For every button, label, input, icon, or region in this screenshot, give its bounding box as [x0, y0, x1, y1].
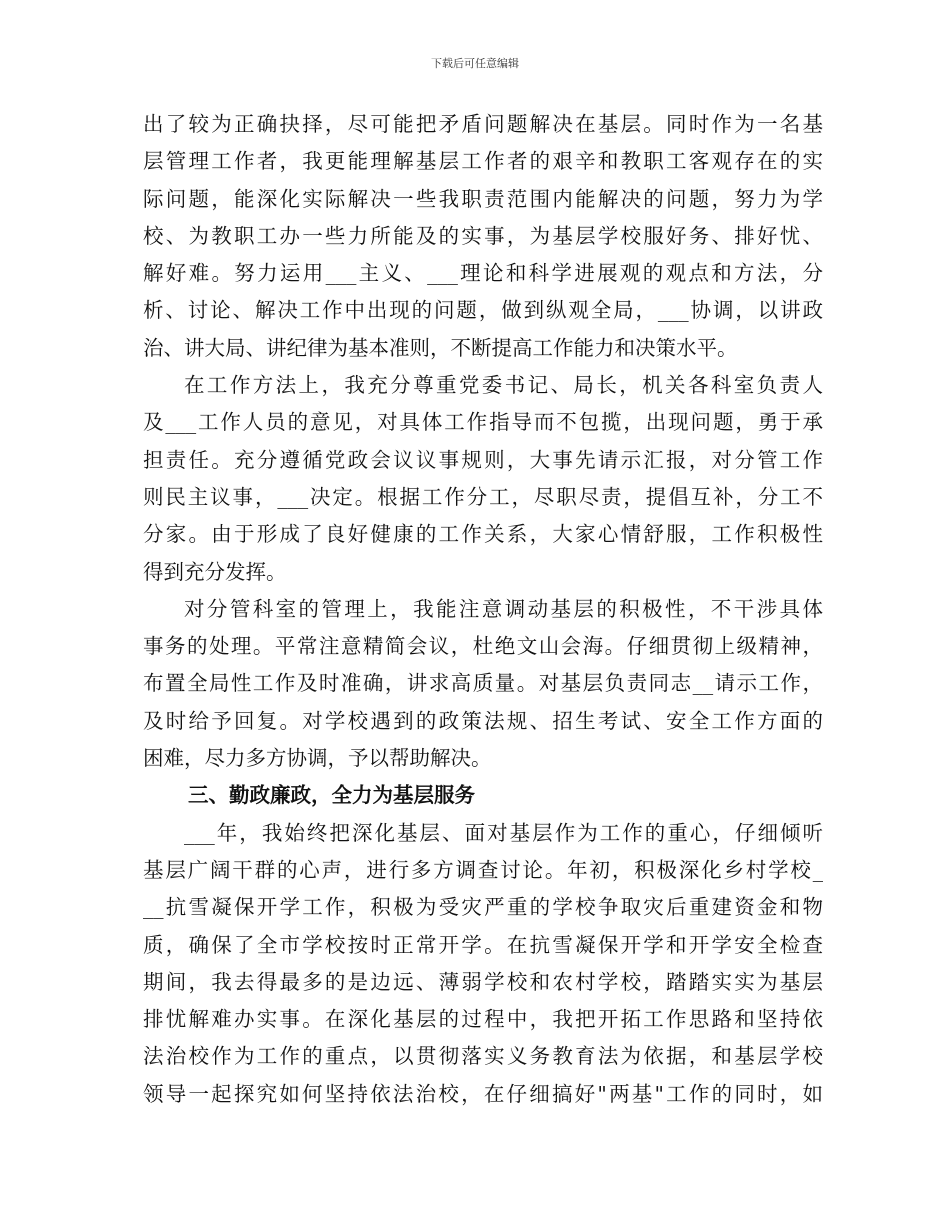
text-line: 层管理工作者，我更能理解基层工作者的艰辛和教职工客观存在的实 [143, 149, 823, 174]
text-line: 布置全局性工作及时准确，讲求高质量。对基层负责同志__请示工作， [143, 671, 823, 696]
text-line: 出了较为正确抉择，尽可能把矛盾问题解决在基层。同时作为一名基 [143, 112, 823, 136]
paragraph-first-line: ___年，我始终把深化基层、面对基层作为工作的重心，仔细倾听 [184, 820, 823, 845]
text-line: 解好难。努力运用___主义、___理论和科学进展观的观点和方法，分 [143, 261, 823, 286]
text-line: 期间，我去得最多的是边远、薄弱学校和农村学校，踏踏实实为基层 [143, 969, 823, 994]
text-line: 质，确保了全市学校按时正常开学。在抗雪凝保开学和开学安全检查 [143, 932, 823, 957]
text-line: 则民主议事，___决定。根据工作分工，尽职尽责，提倡互补，分工不 [143, 484, 823, 509]
text-line: 析、讨论、解决工作中出现的问题，做到纵观全局，___协调，以讲政 [143, 298, 823, 323]
text-line: 事务的处理。平常注意精简会议，杜绝文山会海。仔细贯彻上级精神， [143, 634, 823, 659]
document-body [143, 106, 823, 1113]
text-line: 及___工作人员的意见，对具体工作指导而不包揽，出现问题，勇于承 [143, 410, 823, 435]
paragraph-last-line: 困难，尽力多方协调，予以帮助解决。 [143, 746, 492, 771]
text-line: 领导一起探究如何坚持依法治校，在仔细搞好"两基"工作的同时，如 [143, 1081, 823, 1106]
text-line: 基层广阔干群的心声，进行多方调查讨论。年初，积极深化乡村学校_ [143, 857, 823, 882]
text-line: 分家。由于形成了良好健康的工作关系，大家心情舒服，工作积极性 [143, 522, 823, 547]
text-line: __抗雪凝保开学工作，积极为受灾严重的学校争取灾后重建资金和物 [143, 895, 823, 920]
text-line: 法治校作为工作的重点，以贯彻落实义务教育法为依据，和基层学校 [143, 1044, 823, 1069]
paragraph-last-line: 得到充分发挥。 [143, 559, 287, 584]
paragraph-first-line: 在工作方法上，我充分尊重党委书记、局长，机关各科室负责人 [184, 373, 823, 398]
page-header-note: 下载后可任意编辑 [431, 57, 519, 70]
paragraph-last-line: 治、讲大局、讲纪律为基本准则，不断提高工作能力和决策水平。 [143, 335, 738, 360]
paragraph-first-line: 对分管科室的管理上，我能注意调动基层的积极性，不干涉具体 [184, 596, 823, 621]
text-line: 担责任。充分遵循党政会议议事规则，大事先请示汇报，对分管工作 [143, 447, 823, 472]
text-line: 排忧解难办实事。在深化基层的过程中，我把开拓工作思路和坚持依 [143, 1007, 823, 1032]
text-line: 及时给予回复。对学校遇到的政策法规、招生考试、安全工作方面的 [143, 708, 823, 733]
section-heading: 三、勤政廉政，全力为基层服务 [188, 783, 475, 808]
text-line: 际问题，能深化实际解决一些我职责范围内能解决的问题，努力为学 [143, 186, 823, 211]
text-line: 校、为教职工办一些力所能及的实事，为基层学校服好务、排好忧、 [143, 223, 823, 248]
